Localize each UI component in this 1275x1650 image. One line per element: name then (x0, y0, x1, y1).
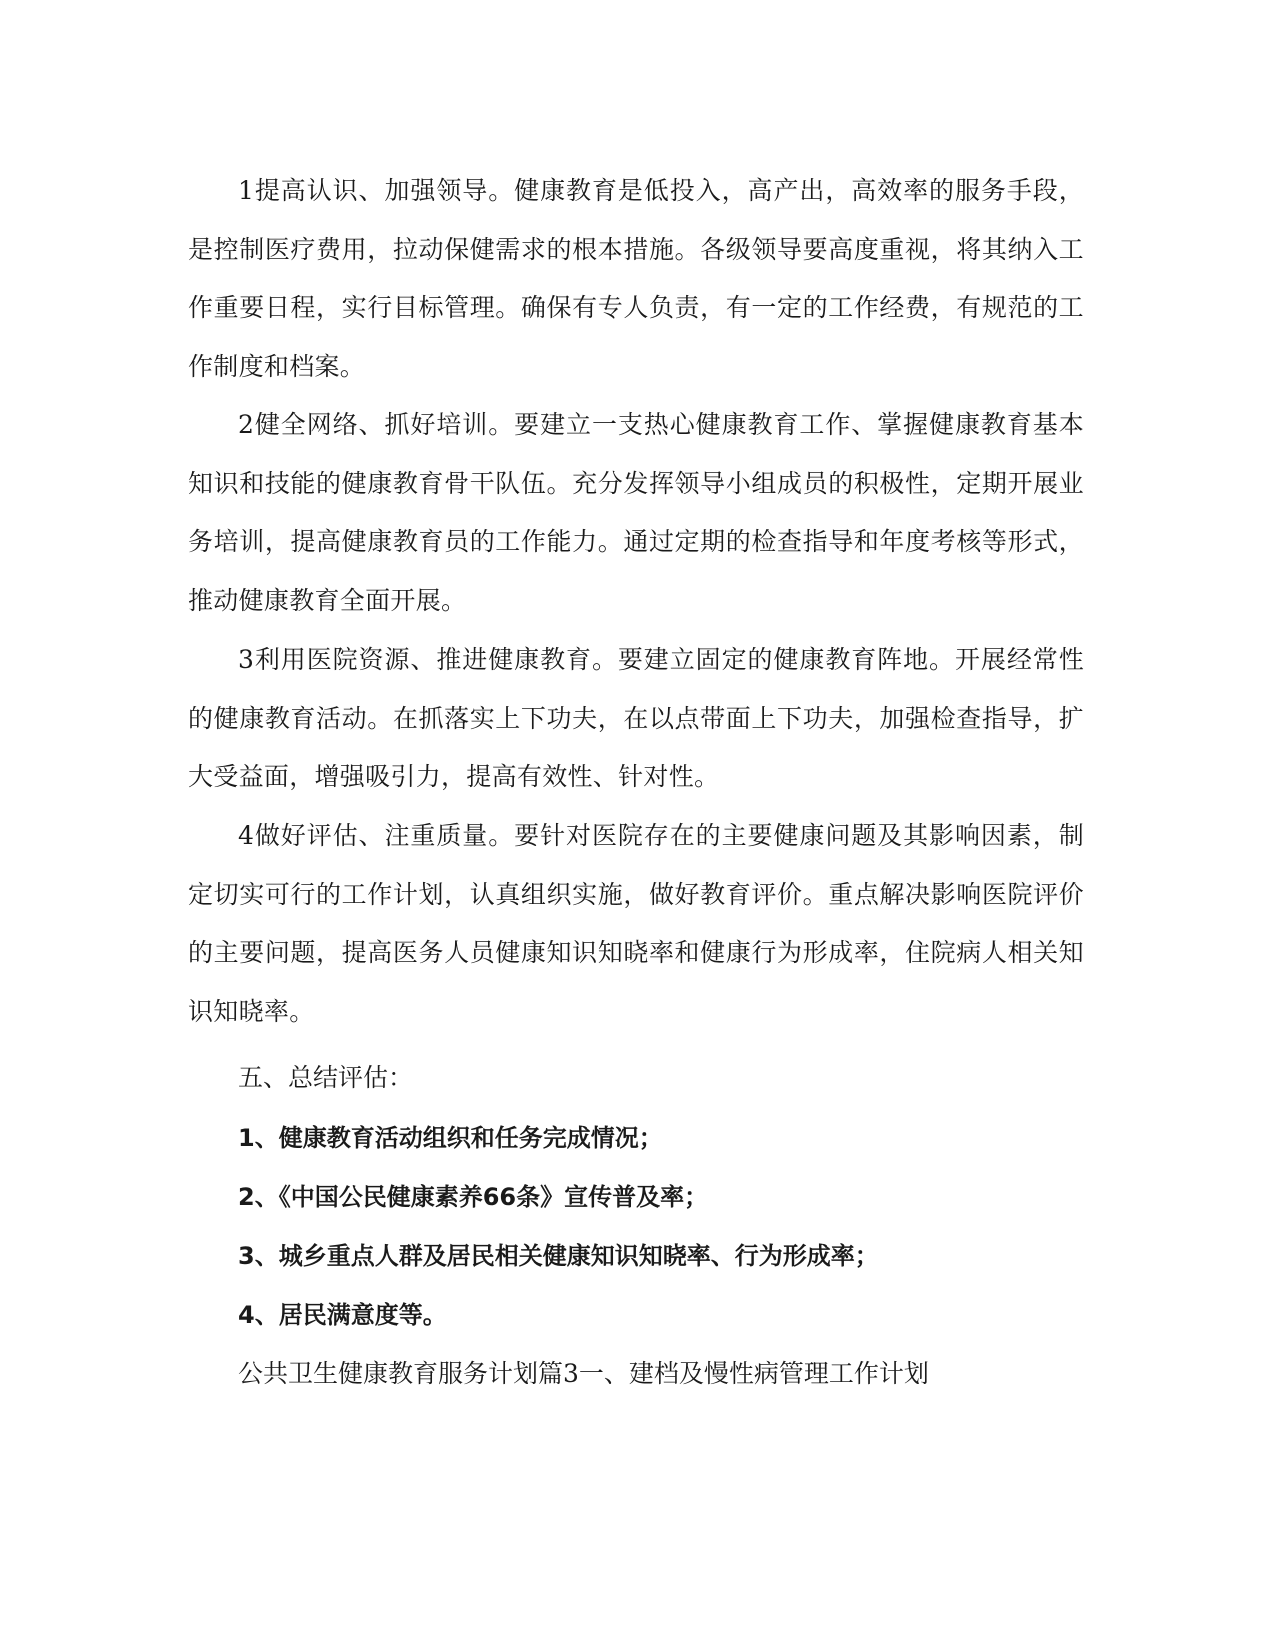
list-item: 1、健康教育活动组织和任务完成情况； (238, 1124, 663, 1152)
list-item: 3、城乡重点人群及居民相关健康知识知晓率、行为形成率； (238, 1242, 879, 1270)
paragraph-4: 4做好评估、注重质量。要针对医院存在的主要健康问题及其影响因素，制定切实可行的工作计划，认真组织实施，做好教育评价。重点解决影响医院评价的主要问题，提高医务人员健康知识知晓率和健康行为形成率，住院病人相关知识知晓率。 (188, 821, 1084, 1026)
paragraph-3: 3利用医院资源、推进健康教育。要建立固定的健康教育阵地。开展经常性的健康教育活动。在抓落实上下功夫，在以点带面上下功夫，加强检查指导，扩大受益面，增强吸引力，提高有效性、针对性。 (188, 645, 1084, 791)
paragraph-2: 2健全网络、抓好培训。要建立一支热心健康教育工作、掌握健康教育基本知识和技能的健康教育骨干队伍。充分发挥领导小组成员的积极性，定期开展业务培训，提高健康教育员的工作能力。通过定期的检查指导和年度考核等形式，推动健康教育全面开展。 (188, 410, 1084, 615)
section-heading: 五、总结评估： (238, 1063, 414, 1092)
list-item: 4、居民满意度等。 (238, 1301, 447, 1329)
paragraph-1: 1提高认识、加强领导。健康教育是低投入，高产出，高效率的服务手段，是控制医疗费用，拉动保健需求的根本措施。各级领导要高度重视，将其纳入工作重要日程，实行目标管理。确保有专人负责，有一定的工作经费，有规范的工作制度和档案。 (188, 176, 1084, 381)
closing-line: 公共卫生健康教育服务计划篇3一、建档及慢性病管理工作计划 (238, 1359, 929, 1388)
list-item: 2、《中国公民健康素养66条》宣传普及率； (238, 1183, 709, 1211)
